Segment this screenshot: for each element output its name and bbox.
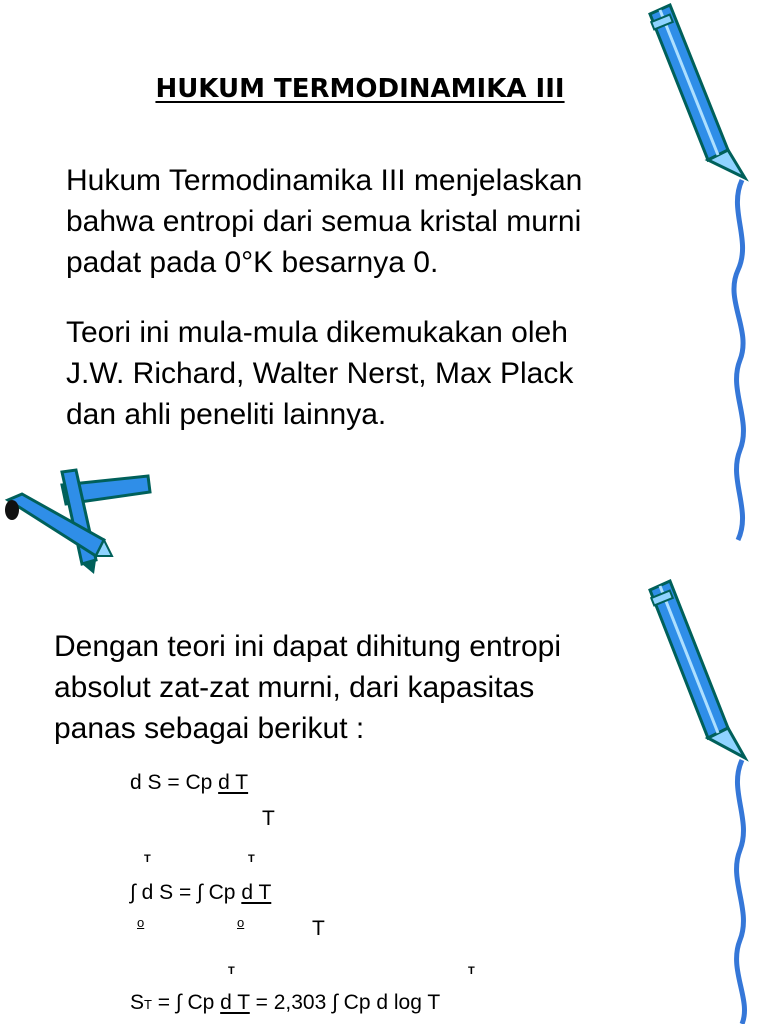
equation-lhs: ∫ d S = ∫ Cp: [130, 881, 242, 904]
wavy-line-top: [734, 180, 743, 540]
text-line: bahwa entropi dari semua kristal murni: [66, 205, 582, 238]
text-line: Hukum Termodinamika III menjelaskan: [66, 164, 583, 197]
entropy-subscript: T: [144, 997, 152, 1012]
lower-limit: o: [137, 915, 145, 930]
wavy-line-bottom: [737, 760, 745, 1024]
lower-limit: o: [237, 915, 245, 930]
equation-ds: [130, 772, 248, 793]
paragraph-intro: [66, 160, 582, 283]
upper-limit: T: [468, 965, 475, 977]
equation-middle: = ∫ Cp: [151, 991, 221, 1014]
text-line: J.W. Richard, Walter Nerst, Max Plack: [66, 357, 574, 390]
upper-limit: T: [248, 853, 255, 865]
text-line: absolut zat-zat murni, dari kapasitas: [54, 671, 535, 704]
fraction-denominator: T: [262, 807, 275, 830]
paragraph-entropy-intro: [54, 626, 561, 749]
paragraph-history: [66, 312, 573, 435]
text-line: panas sebagai berikut :: [54, 712, 365, 745]
equation-lhs: d S = Cp: [130, 771, 219, 794]
fraction-denominator: T: [312, 917, 325, 940]
fraction-numerator: d T: [241, 881, 272, 904]
page-title: HUKUM TERMODINAMIKA III: [155, 74, 565, 104]
equation-absolute-entropy: [130, 992, 440, 1013]
pen-icon-bottom: [650, 581, 745, 758]
text-line: dan ahli peneliti lainnya.: [66, 398, 387, 431]
text-line: padat pada 0°K besarnya 0.: [66, 246, 439, 279]
text-line: Dengan teori ini dapat dihitung entropi: [54, 630, 562, 663]
crossed-pens-icon: [5, 470, 150, 574]
entropy-symbol: S: [130, 991, 145, 1014]
equation-integral: [130, 882, 271, 903]
text-line: Teori ini mula-mula dikemukakan oleh: [66, 316, 568, 349]
fraction-numerator: d T: [220, 991, 250, 1014]
equation-rest: = 2,303 ∫ Cp d log T: [249, 991, 441, 1014]
upper-limit: T: [144, 853, 151, 865]
fraction-numerator: d T: [218, 771, 249, 794]
upper-limit: T: [228, 965, 235, 977]
